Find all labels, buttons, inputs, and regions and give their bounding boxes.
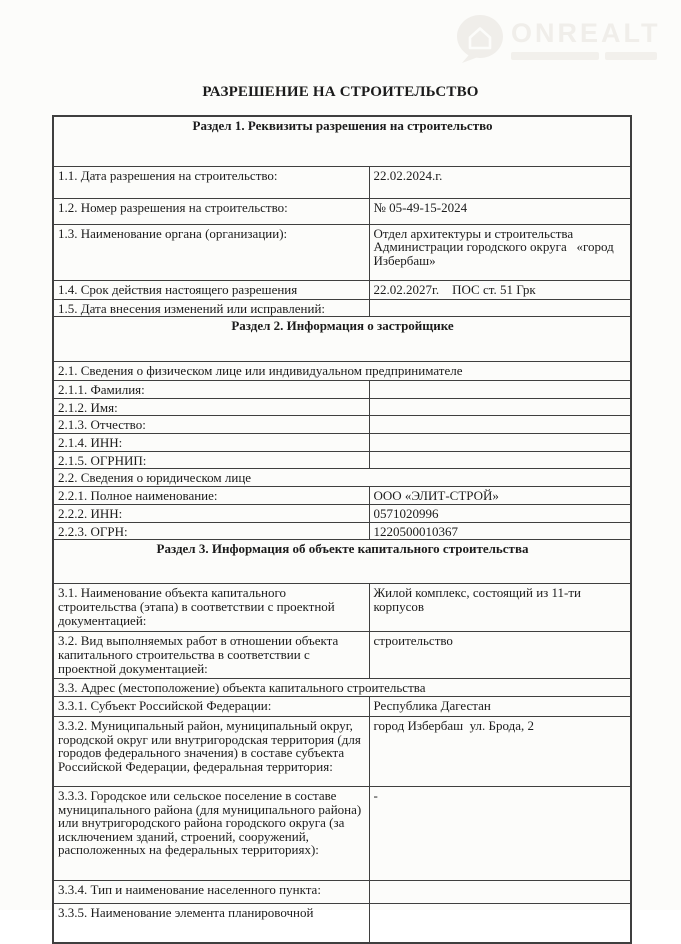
table-row bbox=[53, 584, 631, 632]
group-label-cell: 2.1. Сведения о физическом лице или индивидуальном предпринимателе bbox=[53, 362, 631, 381]
field-value-cell bbox=[369, 434, 631, 452]
field-value-cell bbox=[369, 299, 631, 317]
field-value-cell bbox=[369, 416, 631, 434]
table-row bbox=[53, 416, 631, 434]
field-value-cell: строительство bbox=[369, 632, 631, 679]
field-label-cell: 3.1. Наименование объекта капитального строительства (этапа) в соответствии с проектной документацией: bbox=[53, 584, 369, 632]
table-row bbox=[53, 679, 631, 697]
watermark-tagline-bar bbox=[511, 52, 599, 60]
field-value-cell bbox=[369, 451, 631, 469]
permit-table bbox=[52, 115, 632, 944]
field-value-cell: город Избербаш ул. Брода, 2 bbox=[369, 716, 631, 786]
watermark-tagline bbox=[511, 52, 661, 60]
table-row bbox=[53, 632, 631, 679]
field-value-cell: Республика Дагестан bbox=[369, 696, 631, 716]
field-label-cell: 2.1.4. ИНН: bbox=[53, 434, 369, 452]
section-header: Раздел 2. Информация о застройщике bbox=[53, 317, 631, 362]
field-value-cell: 1220500010367 bbox=[369, 522, 631, 540]
table-row bbox=[53, 398, 631, 416]
field-value-cell: Жилой комплекс, состоящий из 11-ти корпусов bbox=[369, 584, 631, 632]
field-label-cell: 1.2. Номер разрешения на строительство: bbox=[53, 198, 369, 224]
field-label-cell: 3.2. Вид выполняемых работ в отношении объекта капитального строительства в соответствии с проектной документацией: bbox=[53, 632, 369, 679]
field-label-cell: 1.3. Наименование органа (организации): bbox=[53, 224, 369, 280]
table-row bbox=[53, 198, 631, 224]
field-label-cell: 2.1.5. ОГРНИП: bbox=[53, 451, 369, 469]
table-row bbox=[53, 880, 631, 903]
field-label-cell: 2.1.2. Имя: bbox=[53, 398, 369, 416]
table-row bbox=[53, 299, 631, 317]
field-value-cell: 22.02.2024.г. bbox=[369, 166, 631, 198]
table-row bbox=[53, 224, 631, 280]
group-label-cell: 3.3. Адрес (местоположение) объекта капитального строительства bbox=[53, 679, 631, 697]
watermark-tagline-bar bbox=[605, 52, 657, 60]
field-value-cell bbox=[369, 381, 631, 399]
section-header-row bbox=[53, 116, 631, 166]
watermark-brand: ONREALT bbox=[511, 18, 661, 48]
field-label-cell: 2.2.3. ОГРН: bbox=[53, 522, 369, 540]
field-label-cell: 1.4. Срок действия настоящего разрешения bbox=[53, 280, 369, 299]
field-value-cell bbox=[369, 398, 631, 416]
table-row bbox=[53, 903, 631, 943]
table-row bbox=[53, 434, 631, 452]
group-label-cell: 2.2. Сведения о юридическом лице bbox=[53, 469, 631, 487]
field-label-cell: 2.2.1. Полное наименование: bbox=[53, 487, 369, 505]
table-row bbox=[53, 280, 631, 299]
section-header-row bbox=[53, 317, 631, 362]
field-value-cell bbox=[369, 903, 631, 943]
section-header-row bbox=[53, 540, 631, 584]
field-value-cell: ООО «ЭЛИТ-СТРОЙ» bbox=[369, 487, 631, 505]
table-row bbox=[53, 504, 631, 522]
field-value-cell: 0571020996 bbox=[369, 504, 631, 522]
field-label-cell: 3.3.4. Тип и наименование населенного пункта: bbox=[53, 880, 369, 903]
field-label-cell: 2.1.1. Фамилия: bbox=[53, 381, 369, 399]
field-label-cell: 3.3.2. Муниципальный район, муниципальный округ, городской округ или внутригородская территория (для городов федерального значения) в составе субъекта Российской Федерации, федеральная территория: bbox=[53, 716, 369, 786]
table-row bbox=[53, 696, 631, 716]
house-pin-icon bbox=[456, 14, 504, 64]
table-row bbox=[53, 487, 631, 505]
table-row bbox=[53, 786, 631, 880]
table-row bbox=[53, 381, 631, 399]
table-row bbox=[53, 451, 631, 469]
table-row bbox=[53, 469, 631, 487]
field-label-cell: 2.1.3. Отчество: bbox=[53, 416, 369, 434]
field-value-cell: - bbox=[369, 786, 631, 880]
table-row bbox=[53, 522, 631, 540]
field-label-cell: 1.1. Дата разрешения на строительство: bbox=[53, 166, 369, 198]
table-row bbox=[53, 362, 631, 381]
table-row bbox=[53, 716, 631, 786]
field-label-cell: 3.3.5. Наименование элемента планировочной bbox=[53, 903, 369, 943]
field-value-cell bbox=[369, 880, 631, 903]
section-header: Раздел 1. Реквизиты разрешения на строительство bbox=[53, 116, 631, 166]
field-label-cell: 3.3.3. Городское или сельское поселение в составе муниципального района (для муниципального района) или внутригородского района городского округа (за исключением зданий, строений, сооружений, расположенных на федеральных территориях): bbox=[53, 786, 369, 880]
table-row bbox=[53, 166, 631, 198]
field-value-cell: № 05-49-15-2024 bbox=[369, 198, 631, 224]
field-value-cell: 22.02.2027г. ПОС ст. 51 Грк bbox=[369, 280, 631, 299]
section-header: Раздел 3. Информация об объекте капитального строительства bbox=[53, 540, 631, 584]
watermark-texts bbox=[511, 14, 661, 60]
field-label-cell: 3.3.1. Субъект Российской Федерации: bbox=[53, 696, 369, 716]
page-title: РАЗРЕШЕНИЕ НА СТРОИТЕЛЬСТВО bbox=[202, 84, 479, 100]
field-label-cell: 1.5. Дата внесения изменений или исправлений: bbox=[53, 299, 369, 317]
watermark bbox=[456, 14, 661, 64]
field-label-cell: 2.2.2. ИНН: bbox=[53, 504, 369, 522]
field-value-cell: Отдел архитектуры и строительства Администрации городского округа «город Избербаш» bbox=[369, 224, 631, 280]
